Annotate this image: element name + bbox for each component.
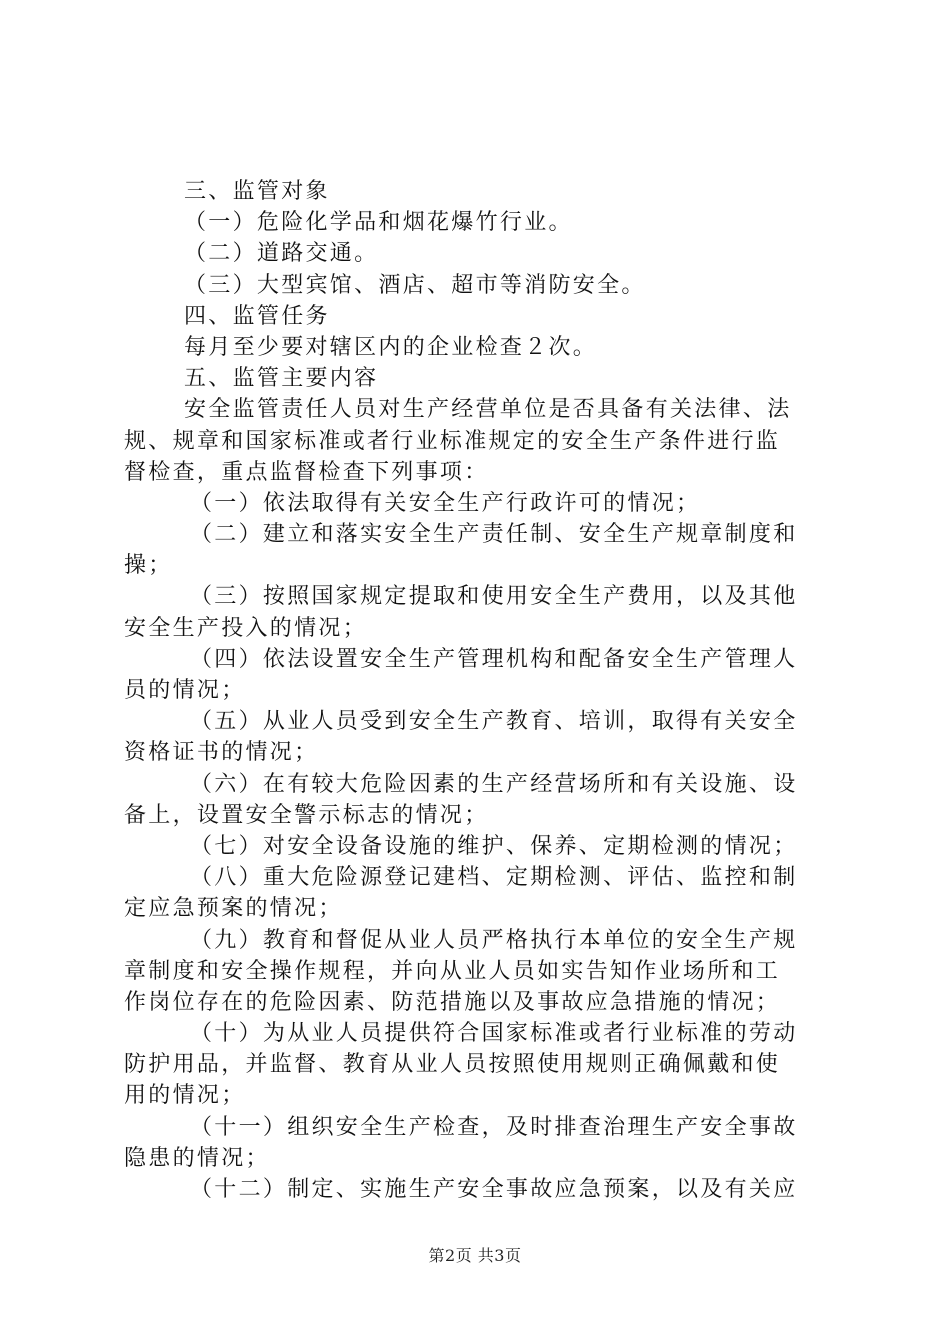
text-line: （六）在有较大危险因素的生产经营场所和有关设施、设	[190, 771, 798, 797]
text-line: 作岗位存在的危险因素、防范措施以及事故应急措施的情况；	[124, 989, 781, 1015]
text-line: 操；	[124, 553, 173, 579]
text-line: （三）大型宾馆、酒店、超市等消防安全。	[184, 272, 646, 298]
text-line: 安全生产投入的情况；	[124, 615, 368, 641]
text-line: 规、规章和国家标准或者行业标准规定的安全生产条件进行监	[124, 428, 781, 454]
text-line: （十二）制定、实施生产安全事故应急预案，以及有关应	[190, 1177, 798, 1202]
text-line: 用的情况；	[124, 1083, 246, 1109]
text-line: （二）道路交通。	[184, 241, 379, 267]
text-line: 定应急预案的情况；	[124, 896, 343, 922]
text-line: 员的情况；	[124, 678, 246, 703]
text-line: 资格证书的情况；	[124, 740, 319, 766]
text-line: 三、监管对象	[184, 179, 330, 204]
text-line: （八）重大危险源登记建档、定期检测、评估、监控和制	[190, 865, 798, 891]
text-line: 安全监管责任人员对生产经营单位是否具备有关法律、法	[184, 397, 792, 423]
text-line: （十）为从业人员提供符合国家标准或者行业标准的劳动	[190, 1021, 798, 1047]
text-line: （三）按照国家规定提取和使用安全生产费用，以及其他	[190, 584, 798, 610]
page-footer: 第2页 共3页	[428, 1246, 522, 1265]
text-line: 章制度和安全操作规程，并向从业人员如实告知作业场所和工	[124, 958, 781, 984]
text-line: 隐患的情况；	[124, 1145, 270, 1171]
text-line: （十一）组织安全生产检查，及时排查治理生产安全事故	[190, 1114, 798, 1140]
text-line: （四）依法设置安全生产管理机构和配备安全生产管理人	[190, 646, 798, 672]
text-line: 五、监管主要内容	[184, 366, 379, 392]
text-line: （一）危险化学品和烟花爆竹行业。	[184, 210, 573, 236]
text-line: （一）依法取得有关安全生产行政许可的情况；	[190, 490, 701, 516]
text-line: 四、监管任务	[184, 303, 330, 329]
text-line: 防护用品，并监督、教育从业人员按照使用规则正确佩戴和使	[124, 1052, 781, 1078]
text-line: （五）从业人员受到安全生产教育、培训，取得有关安全	[190, 709, 798, 735]
text-line: （二）建立和落实安全生产责任制、安全生产规章制度和	[190, 522, 798, 548]
document-body	[124, 176, 834, 1205]
text-line: 每月至少要对辖区内的企业检查２次。	[184, 334, 598, 360]
text-line: 督检查，重点监督检查下列事项：	[124, 459, 489, 485]
text-line: （九）教育和督促从业人员严格执行本单位的安全生产规	[190, 927, 798, 953]
text-line: （七）对安全设备设施的维护、保养、定期检测的情况；	[190, 833, 798, 859]
text-line: 备上，设置安全警示标志的情况；	[124, 802, 489, 828]
